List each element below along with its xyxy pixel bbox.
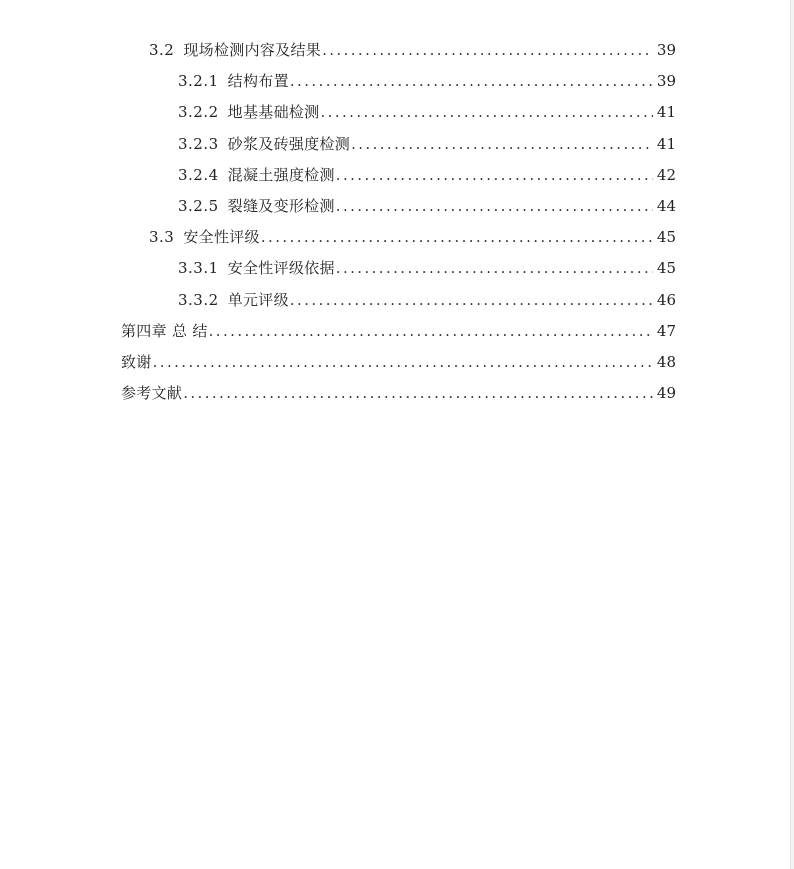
- toc-entry-number: 3.2.2: [178, 103, 219, 121]
- toc-entry-acknowledgements[interactable]: [121, 350, 676, 374]
- toc-dot-leader: [183, 381, 653, 405]
- toc-entry-3-3-1[interactable]: [178, 256, 676, 280]
- toc-entry-page: 41: [656, 135, 676, 153]
- toc-entry-title: 结构布置: [227, 72, 289, 90]
- toc-entry-title: 第四章 总 结: [121, 322, 208, 340]
- toc-entry-page: 48: [656, 353, 676, 371]
- toc-entry-page: 41: [656, 103, 676, 121]
- toc-entry-3-3-2[interactable]: [178, 288, 676, 312]
- toc-dot-leader: [153, 350, 653, 374]
- toc-entry-page: 39: [656, 72, 676, 90]
- toc-entry-title: 地基基础检测: [227, 103, 320, 121]
- toc-entry-title: 参考文献: [121, 384, 183, 402]
- toc-entry-3-2-5[interactable]: [178, 194, 676, 218]
- toc-entry-number: 3.2: [149, 41, 175, 59]
- toc-entry-references[interactable]: [121, 381, 676, 405]
- toc-entry-3-2-3[interactable]: [178, 132, 676, 156]
- toc-dot-leader: [261, 225, 653, 249]
- toc-entry-page: 47: [656, 322, 676, 340]
- toc-entry-title: 混凝土强度检测: [227, 166, 335, 184]
- toc-entry-number: 3.2.4: [178, 166, 219, 184]
- toc-entry-page: 49: [656, 384, 676, 402]
- toc-entry-page: 45: [656, 228, 676, 246]
- toc-entry-3-2-4[interactable]: [178, 163, 676, 187]
- toc-entry-title: 单元评级: [227, 291, 289, 309]
- toc-entry-3-2[interactable]: [149, 38, 676, 62]
- toc-entry-page: 44: [656, 197, 676, 215]
- toc-entry-number: 3.2.3: [178, 135, 219, 153]
- toc-entry-number: 3.3.2: [178, 291, 219, 309]
- toc-entry-number: 3.2.1: [178, 72, 219, 90]
- toc-entry-3-2-1[interactable]: [178, 69, 676, 93]
- toc-dot-leader: [336, 194, 653, 218]
- toc-dot-leader: [290, 69, 653, 93]
- toc-entry-chapter-4[interactable]: [121, 319, 676, 343]
- toc-entry-page: 45: [656, 259, 676, 277]
- toc-entry-number: 3.3.1: [178, 259, 219, 277]
- toc-dot-leader: [336, 256, 653, 280]
- toc-entry-title: 砂浆及砖强度检测: [227, 135, 351, 153]
- toc-dot-leader: [322, 38, 653, 62]
- toc-dot-leader: [209, 319, 653, 343]
- toc-dot-leader: [351, 132, 653, 156]
- toc-entry-page: 46: [656, 291, 676, 309]
- toc-dot-leader: [320, 100, 652, 124]
- toc-entry-3-3[interactable]: [149, 225, 676, 249]
- toc-entry-number: 3.3: [149, 228, 175, 246]
- toc-entry-3-2-2[interactable]: [178, 100, 676, 124]
- toc-dot-leader: [336, 163, 653, 187]
- toc-dot-leader: [290, 288, 653, 312]
- toc-entry-title: 安全性评级: [183, 228, 260, 246]
- toc-entry-page: 39: [656, 41, 676, 59]
- toc-entry-title: 安全性评级依据: [227, 259, 335, 277]
- toc-entry-title: 裂缝及变形检测: [227, 197, 335, 215]
- toc-entry-title: 现场检测内容及结果: [183, 41, 322, 59]
- toc-entry-page: 42: [656, 166, 676, 184]
- toc-entry-number: 3.2.5: [178, 197, 219, 215]
- toc-entry-title: 致谢: [121, 353, 152, 371]
